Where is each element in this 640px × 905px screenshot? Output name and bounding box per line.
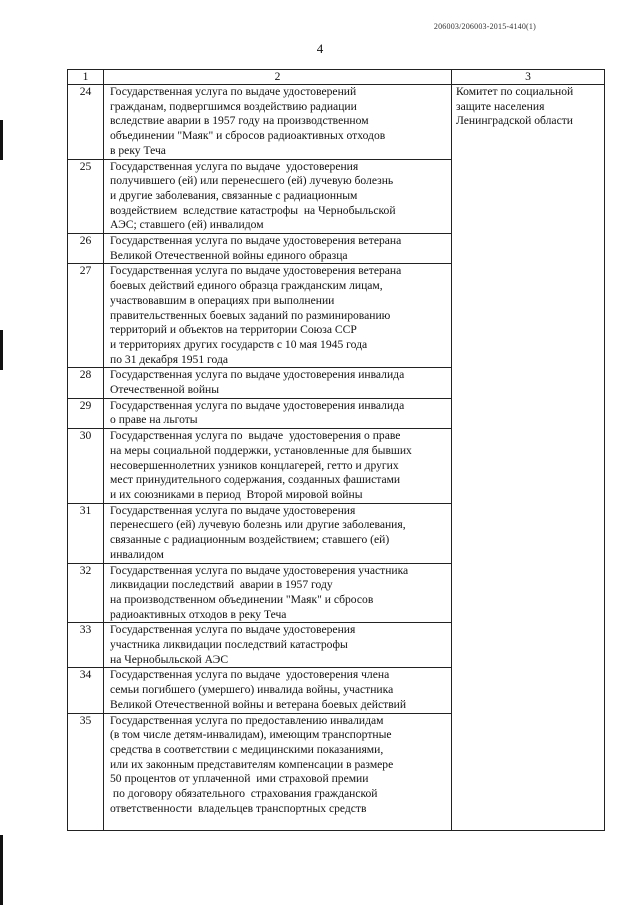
scan-margin-mark [0,120,3,160]
service-name-line: мест принудительного содержания, созданных фашистами [110,473,401,487]
service-name [104,398,452,428]
row-number: 29 [68,398,104,428]
service-name-line: по договору обязательного страхования гражданской [110,787,378,801]
service-name-line: Государственная услуга по выдаче удостоверения ветерана [110,264,402,278]
column-header-number: 1 [68,70,104,85]
service-name [104,429,452,504]
organization-line: защите населения [456,99,545,113]
service-name-line: участника ликвидации последствий катастрофы [110,638,348,652]
service-name-line: Государственная услуга по предоставлению инвалидам [110,713,384,727]
organization-line: Комитет по социальной [456,85,574,98]
column-header-organization: 3 [452,70,605,85]
services-table [67,69,605,831]
column-header-service: 2 [104,70,452,85]
page-number: 4 [316,41,324,56]
table-row [68,85,605,160]
service-name [104,563,452,623]
service-name-line: воздействием вследствие катастрофы на Чернобыльской [110,203,396,217]
service-name-line: ликвидации последствий аварии в 1957 году [110,578,333,592]
table-header-row [68,70,605,85]
service-name [104,503,452,563]
service-name-line: инвалидом [110,547,164,561]
service-name-line: радиоактивных отходов в реку Теча [110,607,287,621]
scan-margin-mark [0,330,3,370]
service-name [104,368,452,398]
service-name [104,264,452,368]
row-number: 34 [68,668,104,713]
service-name-line: территорий и объектов на территории Союза ССР [110,323,357,337]
organization-line: Ленинградской области [456,114,573,128]
row-number: 28 [68,368,104,398]
row-number: 33 [68,623,104,668]
service-name-line: Государственная услуга по выдаче удостоверения участника [110,563,409,577]
row-number: 24 [68,85,104,160]
service-name-line: Великой Отечественной войны единого образца [110,248,348,262]
service-name-line: боевых действий единого образца гражданским лицам, [110,279,383,293]
service-name-line: и их союзниками в период Второй мировой войны [110,487,363,501]
service-name-line: и другие заболевания, связанные с радиационным [110,188,358,202]
service-name-line: получившего (ей) или перенесшего (ей) лучевую болезнь [110,174,394,188]
responsible-organization [452,85,605,831]
row-number: 26 [68,234,104,264]
service-name-line: АЭС; ставшего (ей) инвалидом [110,218,264,232]
row-number: 32 [68,563,104,623]
service-name-line: ответственности владельцев транспортных средств [110,801,367,815]
row-number: 25 [68,159,104,234]
service-name-line: семьи погибшего (умершего) инвалида войны, участника [110,683,394,697]
service-name-line: вследствие аварии в 1957 году на производственном [110,114,369,128]
service-name-line: на Чернобыльской АЭС [110,652,229,666]
service-name-line: и территориях других государств с 10 мая 1945 года [110,337,368,351]
service-name-line: по 31 декабря 1951 года [110,352,229,366]
service-name-line: участвовавшим в операциях при выполнении [110,293,335,307]
row-number: 30 [68,429,104,504]
row-number: 35 [68,713,104,830]
document-code: 206003/206003-2015-4140(1) [433,22,536,31]
service-name-line: гражданам, подвергшимся воздействию радиации [110,99,357,113]
service-name [104,85,452,160]
service-name-line: Государственная услуга по выдаче удостоверения инвалида [110,398,405,412]
service-name-line: Государственная услуга по выдаче удостоверения ветерана [110,234,402,248]
service-name-line: (в том числе детям-инвалидам), имеющим транспортные [110,728,392,742]
service-name [104,159,452,234]
service-name-line: на производственном объединении "Маяк" и сбросов [110,592,374,606]
service-name-line: о праве на льготы [110,413,198,427]
row-number: 31 [68,503,104,563]
service-name-line: 50 процентов от уплаченной ими страховой премии [110,772,369,786]
service-name-line: Великой Отечественной войны и ветерана боевых действий [110,697,407,711]
service-name [104,623,452,668]
service-name [104,668,452,713]
service-name-line: связанные с радиационным воздействием; ставшего (ей) [110,533,390,547]
service-name-line: Государственная услуга по выдаче удостоверения [110,159,359,173]
service-name-line: Государственная услуга по выдаче удостоверения инвалида [110,368,405,382]
service-name-line: на меры социальной поддержки, установленные для бывших [110,443,412,457]
service-name-line: Государственная услуга по выдаче удостоверения [110,503,356,517]
service-name-line: Государственная услуга по выдаче удостоверения [110,623,356,637]
service-name-line: или их законным представителям компенсации в размере [110,757,394,771]
service-name-line: в реку Теча [110,143,166,157]
scan-margin-mark [0,835,3,905]
service-name [104,713,452,830]
service-name-line: перенесшего (ей) лучевую болезнь или другие заболевания, [110,518,406,532]
service-name [104,234,452,264]
service-name-line: объединении "Маяк" и сбросов радиоактивных отходов [110,129,386,143]
service-name-line: несовершеннолетних узников концлагерей, гетто и других [110,458,399,472]
service-name-line: средства в соответствии с медицинскими показаниями, [110,742,384,756]
service-name-line: Государственная услуга по выдаче удостоверения о праве [110,429,401,443]
row-number: 27 [68,264,104,368]
service-name-line: Государственная услуга по выдаче удостоверений [110,85,357,98]
service-name-line: Отечественной войны [110,383,220,397]
service-name-line: правительственных боевых заданий по разминированию [110,308,391,322]
service-name-line: Государственная услуга по выдаче удостоверения члена [110,668,390,682]
